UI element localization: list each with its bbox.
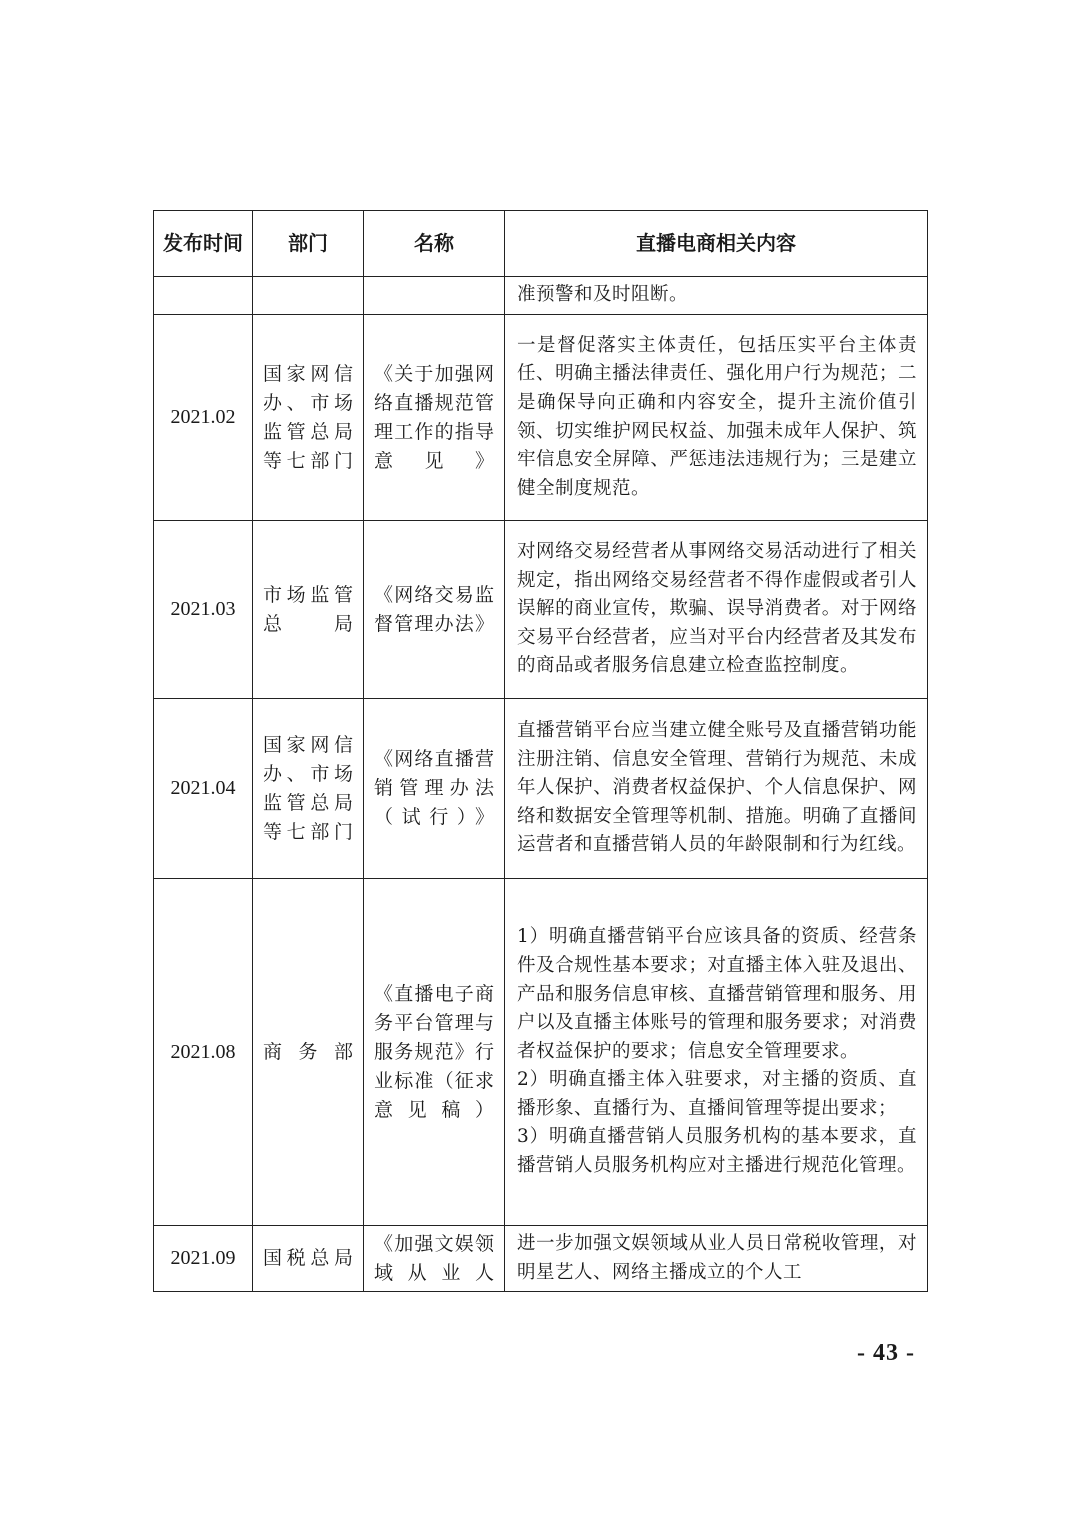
header-name: 名称 bbox=[364, 211, 505, 277]
table-row bbox=[154, 315, 928, 521]
cell-department: 国税总局 bbox=[253, 1226, 364, 1292]
content-paragraph: 2）明确直播主体入驻要求，对主播的资质、直播形象、直播行为、直播间管理等提出要求； bbox=[517, 1069, 917, 1119]
cell-name: 《直播电子商务平台管理与服务规范》行业标准（征求意见稿） bbox=[364, 879, 505, 1226]
cell-department: 国家网信办、市场监管总局等七部门 bbox=[253, 699, 364, 879]
cell-department: 市场监管总局 bbox=[253, 521, 364, 699]
cell-department: 国家网信办、市场监管总局等七部门 bbox=[253, 315, 364, 521]
content-paragraph: 3）明确直播营销人员服务机构的基本要求，直播营销人员服务机构应对主播进行规范化管理。 bbox=[517, 1126, 917, 1177]
cell-name: 《网络交易监督管理办法》 bbox=[364, 521, 505, 699]
cell-content bbox=[505, 315, 928, 521]
cell-name: 《加强文娱领域从业人 bbox=[364, 1226, 505, 1292]
header-department: 部门 bbox=[253, 211, 364, 277]
table-row bbox=[154, 699, 928, 879]
cell-department bbox=[253, 277, 364, 315]
table-row bbox=[154, 1226, 928, 1292]
cell-date: 2021.04 bbox=[154, 699, 253, 879]
header-date: 发布时间 bbox=[154, 211, 253, 277]
policy-table bbox=[153, 210, 928, 1292]
cell-content bbox=[505, 521, 928, 699]
cell-department: 商务部 bbox=[253, 879, 364, 1226]
table-row bbox=[154, 277, 928, 315]
cell-content bbox=[505, 1226, 928, 1292]
content-paragraph: 直播营销平台应当建立健全账号及直播营销功能注册注销、信息安全管理、营销行为规范、未成年人保护、消费者权益保护、个人信息保护、网络和数据安全管理等机制、措施。明确了直播间运营者和直播营销人员的年龄限制和行为红线。 bbox=[517, 720, 917, 856]
cell-date: 2021.02 bbox=[154, 315, 253, 521]
table-row bbox=[154, 879, 928, 1226]
table-header-row bbox=[154, 211, 928, 277]
cell-content bbox=[505, 277, 928, 315]
cell-date: 2021.03 bbox=[154, 521, 253, 699]
cell-date: 2021.08 bbox=[154, 879, 253, 1226]
header-content: 直播电商相关内容 bbox=[505, 211, 928, 277]
content-paragraph: 一是督促落实主体责任，包括压实平台主体责任、明确主播法律责任、强化用户行为规范；二是确保导向正确和内容安全，提升主流价值引领、切实维护网民权益、加强未成年人保护、筑牢信息安全屏障、严惩违法违规行为；三是建立健全制度规范。 bbox=[517, 334, 917, 499]
cell-date bbox=[154, 277, 253, 315]
content-paragraph: 对网络交易经营者从事网络交易活动进行了相关规定，指出网络交易经营者不得作虚假或者引人误解的商业宣传，欺骗、误导消费者。对于网络交易平台经营者，应当对平台内经营者及其发布的商品或者服务信息建立检查监控制度。 bbox=[517, 541, 917, 677]
cell-name: 《网络直播营销管理办法（试行）》 bbox=[364, 699, 505, 879]
cell-date: 2021.09 bbox=[154, 1226, 253, 1292]
content-paragraph: 准预警和及时阻断。 bbox=[517, 284, 689, 306]
cell-name: 《关于加强网络直播规范管理工作的指导意见》 bbox=[364, 315, 505, 521]
cell-content bbox=[505, 699, 928, 879]
page-number: - 43 - bbox=[857, 1340, 915, 1366]
cell-name bbox=[364, 277, 505, 315]
content-paragraph: 1）明确直播营销平台应该具备的资质、经营条件及合规性基本要求；对直播主体入驻及退出、产品和服务信息审核、直播营销管理和服务、用户以及直播主体账号的管理和服务要求；对消费者权益保护的要求；信息安全管理要求。 bbox=[517, 926, 917, 1062]
table-row bbox=[154, 521, 928, 699]
cell-content bbox=[505, 879, 928, 1226]
content-paragraph: 进一步加强文娱领域从业人员日常税收管理，对明星艺人、网络主播成立的个人工 bbox=[517, 1232, 917, 1283]
